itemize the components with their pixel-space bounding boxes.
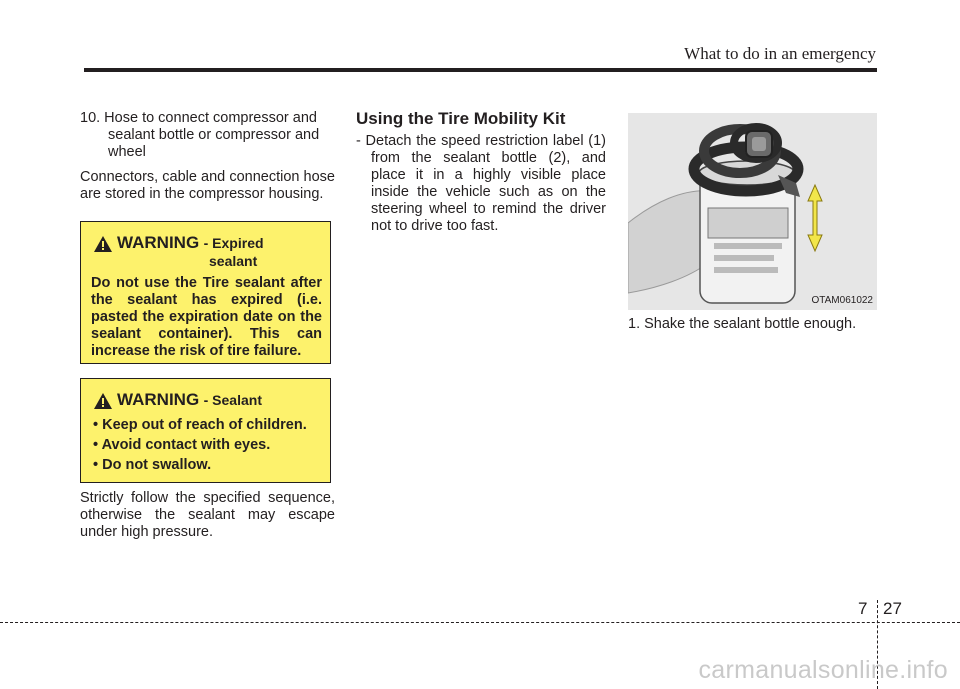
- warning-expired-text: Do not use the Tire sealant after the sealant has expired (i.e. pasted the expiration date on the sealant container). This can increase the risk of tire failure.: [91, 275, 322, 359]
- item-10-text: 10. Hose to connect compressor and sealant bottle or compressor and wheel: [80, 110, 320, 160]
- footer-rule: [0, 622, 960, 623]
- warning-triangle-icon: [94, 393, 112, 409]
- warning-sealant-bullet: • Avoid contact with eyes.: [93, 437, 271, 453]
- warning-expired-box: [80, 221, 331, 364]
- warning-triangle-icon: [94, 236, 112, 252]
- warning-sealant-header: [81, 390, 330, 410]
- warning-sealant-bullet: • Keep out of reach of children.: [93, 417, 307, 433]
- warning-sealant-box: [80, 378, 331, 483]
- sequence-block: [80, 490, 335, 541]
- warning-sealant-bullet: • Do not swallow.: [93, 457, 212, 473]
- section-title: Using the Tire Mobility Kit: [356, 109, 566, 128]
- watermark: carmanualsonline.info: [698, 656, 948, 684]
- warning-sealant-subtitle: - Sealant: [203, 392, 262, 408]
- warning-sealant-list: [93, 417, 330, 473]
- page-header-title: What to do in an emergency: [684, 44, 876, 63]
- header-rule: [84, 68, 877, 72]
- figure-code: OTAM061022: [811, 295, 873, 306]
- sequence-text: Strictly follow the specified sequence, otherwise the sealant may escape under high pressure.: [80, 490, 335, 540]
- sealant-bottle-figure: [628, 113, 877, 310]
- chapter-number: 7: [858, 599, 868, 618]
- sealant-bottle-illustration: [628, 113, 877, 310]
- warning-expired-subtitle-2: sealant: [209, 253, 258, 269]
- warning-sealant-title: WARNING: [117, 390, 200, 409]
- warning-expired-header: [81, 233, 330, 269]
- warning-expired-subtitle: - Expired: [203, 235, 264, 251]
- step-text: - Detach the speed restriction label (1) from the sealant bottle (2), and place it in a highly visible place inside the vehicle such as on the steering wheel to remind the driver not to drive too fast.: [356, 133, 606, 234]
- middle-column: [356, 110, 606, 235]
- left-column: [80, 110, 335, 203]
- figure-caption: 1. Shake the sealant bottle enough.: [628, 316, 857, 332]
- page-number: 27: [883, 599, 902, 618]
- warning-expired-title: WARNING: [117, 233, 200, 252]
- storage-text: Connectors, cable and connection hose are stored in the compressor housing.: [80, 169, 335, 202]
